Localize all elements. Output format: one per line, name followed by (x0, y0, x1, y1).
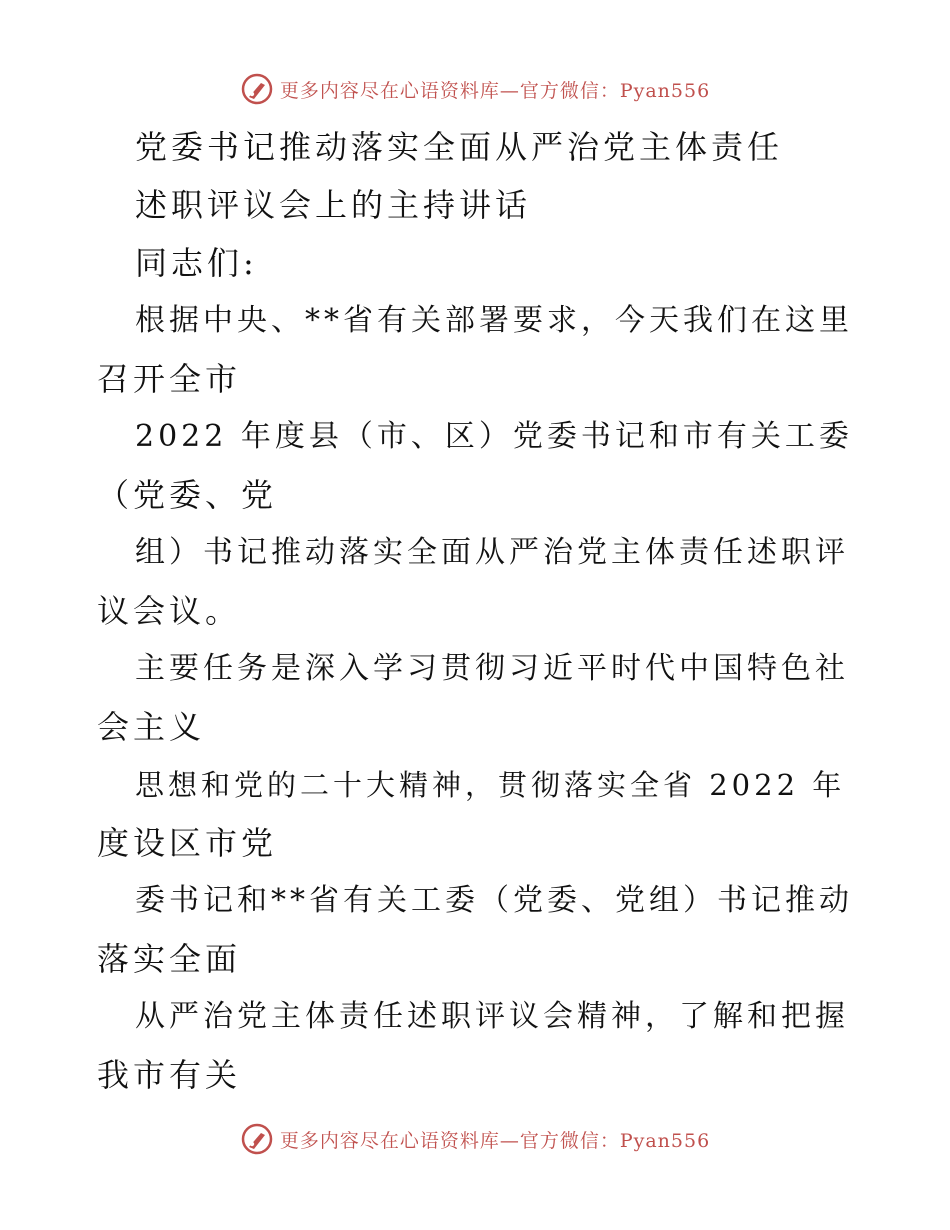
text-line: 党委书记推动落实全面从严治党主体责任 (135, 128, 784, 166)
text-line: 委书记和**省有关工委（党委、党组）书记推动 (135, 883, 853, 918)
text-line: 会主义 (97, 708, 206, 746)
text-line: 同志们: (135, 244, 258, 282)
text-line: 召开全市 (97, 360, 242, 398)
text-line: 述职评议会上的主持讲话 (135, 186, 532, 224)
text-line: 组）书记推动落实全面从严治党主体责任述职评 (135, 535, 849, 570)
watermark-text: 更多内容尽在心语资料库—官方微信：Pyan556 (279, 1129, 711, 1152)
text-line: 2022 年度县（市、区）党委书记和市有关工委 (135, 419, 853, 454)
watermark-text: 更多内容尽在心语资料库—官方微信：Pyan556 (279, 79, 711, 102)
pen-nib-circle-icon (240, 1122, 274, 1156)
header-watermark (0, 72, 950, 106)
text-line: 从严治党主体责任述职评议会精神，了解和把握 (135, 999, 849, 1034)
text-line: 根据中央、**省有关部署要求，今天我们在这里 (135, 303, 853, 338)
pen-nib-circle-icon (240, 72, 274, 106)
footer-watermark (0, 1122, 950, 1156)
text-line: 落实全面 (97, 940, 242, 978)
document-body (97, 118, 857, 1104)
text-line: （党委、党 (97, 476, 278, 514)
text-line: 议会议。 (97, 592, 242, 630)
text-line: 主要任务是深入学习贯彻习近平时代中国特色社 (135, 651, 849, 686)
text-line: 思想和党的二十大精神，贯彻落实全省 2022 年 (135, 768, 846, 802)
text-line: 我市有关 (97, 1056, 242, 1094)
text-line: 度设区市党 (97, 824, 278, 862)
